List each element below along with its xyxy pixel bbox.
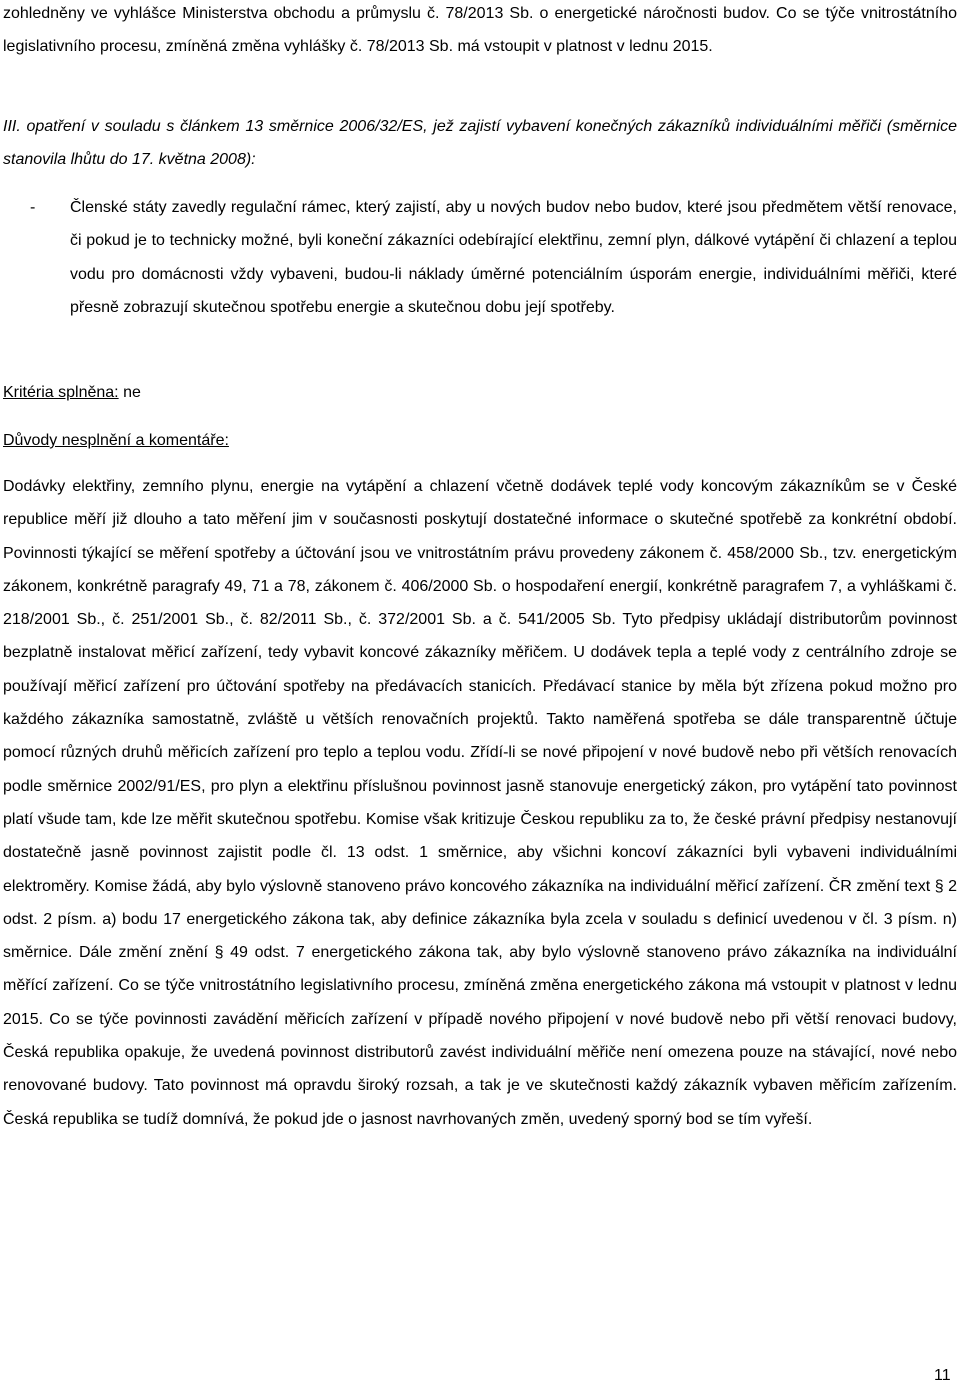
reasons-heading [3,424,957,457]
bullet-marker: - [30,199,36,216]
intro-paragraph: zohledněny ve vyhlášce Ministerstva obchodu a průmyslu č. 78/2013 Sb. o energetické náročnosti budov. Co se týče vnitrostátního legislativního procesu, zmíněná změna vyhlášky č. 78/2013 Sb. má vstoupit v platnost v lednu 2015. [3,5,957,56]
page-number: 11 [934,1367,951,1384]
section-heading: III. opatření v souladu s článkem 13 směrnice 2006/32/ES, jež zajistí vybavení konečných zákazníků individuálními měřiči (směrnice stanovila lhůtu do 17. května 2008): [3,118,957,169]
body-paragraph: Dodávky elektřiny, zemního plynu, energie na vytápění a chlazení včetně dodávek teplé vody koncovým zákazníkům se v České republice měří již dlouho a tato měření jim v současnosti poskytují dostatečné informace o skutečné spotřebě za konkrétní období. Povinnosti týkající se měření spotřeby a účtování jsou ve vnitrostátním právu provedeny zákonem č. 458/2000 Sb., tzv. energetickým zákonem, konkrétně paragrafy 49, 71 a 78, zákonem č. 406/2000 Sb. o hospodaření energií, konkrétně paragrafem 7, a vyhláškami č. 218/2001 Sb., č. 251/2001 Sb., č. 82/2011 Sb., č. 372/2001 Sb. a č. 541/2005 Sb. Tyto předpisy ukládají distributorům povinnost bezplatně instalovat měřicí zařízení, tedy vybavit koncové zákazníky měřičem. U dodávek tepla a teplé vody z centrálního zdroje se používají měřicí zařízení pro účtování spotřeby na předávacích stanicích. Předávací stanice by měla být zřízena pokud možno pro každého zákazníka samostatně, zvláště u větších renovačních projektů. Takto naměřená spotřeba se dále transparentně účtuje pomocí různých druhů měřicích zařízení pro teplo a teplou vodu. Zřídí-li se nové připojení v nové budově nebo při větších renovacích podle směrnice 2002/91/ES, pro plyn a elektřinu příslušnou povinnost jasně stanovuje energetický zákon, pro vytápění tato povinnost platí všude tam, kde lze měřit skutečnou spotřebu. Komise však kritizuje Českou republiku za to, že české právní předpisy nestanovují dostatečně jasně povinnost zajistit podle čl. 13 odst. 1 směrnice, aby všichni koncoví zákazníci byli vybaveni individuálními elektroměry. Komise žádá, aby bylo výslovně stanoveno právo koncového zákazníka na individuální měřicí zařízení. ČR změní text § 2 odst. 2 písm. a) bodu 17 energetického zákona tak, aby definice zákazníka byla zcela v souladu s definicí uvedenou v čl. 3 písm. n) směrnice. Dále změní znění § 49 odst. 7 energetického zákona tak, aby bylo výslovně stanoveno právo zákazníka na individuální měřící zařízení. Co se týče vnitrostátního legislativního procesu, zmíněná změna energetického zákona má vstoupit v platnost v lednu 2015. Co se týče povinnosti zavádění měřicích zařízení v případě nového připojení v nové budově nebo při větší renovaci budovy, Česká republika opakuje, že uvedená povinnost distributorů zavést individuální měřiče není omezena pouze na stávající, nové nebo renovované budovy. Tato povinnost má opravdu široký rozsah, a tak je ve skutečnosti každý zákazník vybaven měřicím zařízením. Česká republika se tudíž domnívá, že pokud jde o jasnost navrhovaných změn, uvedený sporný bod se tím vyřeší. [3,478,957,1128]
criteria-label: Kritéria splněna: [3,384,119,401]
criteria-line [3,376,957,409]
criteria-value: ne [118,384,141,401]
reasons-heading-text: Důvody nesplnění a komentáře: [3,432,229,449]
bullet-text: Členské státy zavedly regulační rámec, který zajistí, aby u nových budov nebo budov, které jsou předmětem větší renovace, či pokud je to technicky možné, byli koneční zákazníci odebírající elektřinu, zemní plyn, dálkové vytápění či chlazení a teplou vodu pro domácnosti vždy vybaveni, budou-li náklady úměrné potenciálním úsporám energie, individuálními měřiči, které přesně zobrazují skutečnou spotřebu energie a skutečnou dobu její spotřeby. [70,199,957,316]
